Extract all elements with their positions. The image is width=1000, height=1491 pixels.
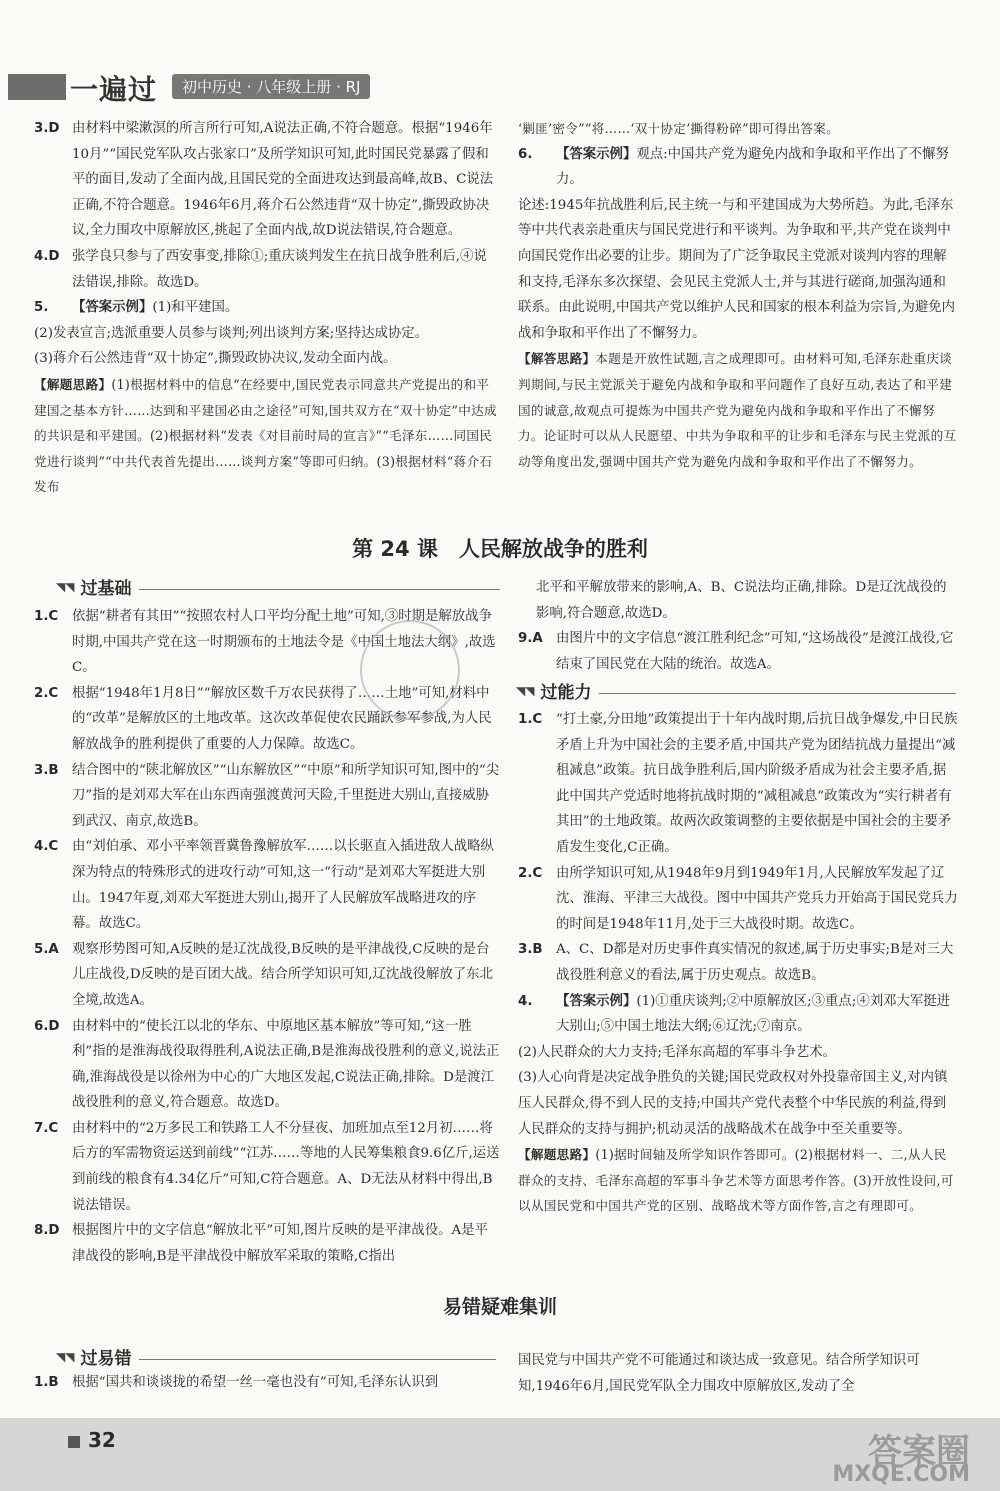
watermark-url: MXQE.COM <box>832 1462 970 1487</box>
answer-item <box>34 295 500 321</box>
question-number: 9.A <box>518 631 543 647</box>
question-number: 3.B <box>518 942 543 958</box>
top-right-column <box>518 116 958 474</box>
section-divider <box>139 589 500 590</box>
question-number: 3.D <box>34 121 60 136</box>
answer-text: 北平和平解放带来的影响,A、B、C说法均正确,排除。D是辽沈战役的影响,符合题意,故选D。 <box>536 580 947 621</box>
answer-item <box>34 116 500 244</box>
answer-text: 由材料中的“2万多民工和铁路工人不分昼夜、加班加点至12月初……将后方的军需物资运送到前线”“江苏……等地的人民筹集粮食9.6亿斤,运送到前线的粮食有4.34亿斤”可知,C符合题意。A、D无法从材料中得出,B说法错误。 <box>72 1120 500 1213</box>
answer-item <box>34 321 500 347</box>
answer-text: 论述:1945年抗战胜利后,民主统一与和平建国成为大势所趋。为此,毛泽东等中共代表亲赴重庆与国民党进行和平谈判。为争取和平,共产党在谈判中向国民党作出必要的让步。期间为了广泛争取民主党派对谈判内容的理解和支持,毛泽东多次探望、会见民主党派人士,并与其进行磋商,加强沟通和联系。由此说明,中国共产党以维护人民和国家的根本利益为宗旨,为避免内战和争取和平作出了不懈努力。 <box>518 197 956 341</box>
section-mark-icon: ◥◥ <box>516 683 535 698</box>
answer-text: 依据“耕者有其田”“按照农村人口平均分配土地”可知,③时期是解放战争时期,中国共产党在这一时期颁布的土地法令是《中国土地法大纲》,故选C。 <box>72 609 496 676</box>
ink-stamp <box>360 620 460 720</box>
section-ability-label: 过能力 <box>540 683 592 703</box>
answer-text: A、C、D都是对历史事件真实情况的叙述,属于历史事实;B是对三大战役胜利意义的看法,属于历史观点。故选B。 <box>556 942 954 983</box>
answer-example-tag: 【答案示例】 <box>556 146 637 162</box>
answer-item <box>518 626 958 677</box>
answer-item <box>34 937 500 1014</box>
answer-text: (2)人民群众的大力支持;毛泽东高超的军事斗争艺术。 <box>518 1044 837 1060</box>
answer-text: 根据图片中的文字信息“解放北平”可知,图片反映的是平津战役。A是平津战役的影响,B是平津战役中解放军采取的策略,C指出 <box>72 1223 488 1264</box>
answer-text: 观察形势图可知,A反映的是辽沈战役,B反映的是平津战役,C反映的是台儿庄战役,D反映的是百团大战。结合所学知识可知,辽沈战役解放了东北全境,故选A。 <box>72 941 493 1008</box>
answer-text: (1)据时间轴及所学知识作答即可。(2)根据材料一、二,从人民群众的支持、毛泽东高超的军事斗争艺术等方面思考作答。(3)开放性设问,可以从国民党和中国共产党的区别、战略战术等方面作答,言之有理即可。 <box>518 1147 954 1214</box>
answer-example-tag: 【答案示例】 <box>72 300 153 316</box>
question-number: 6. <box>518 146 533 162</box>
answer-item <box>518 861 958 938</box>
question-number: 7.C <box>34 1120 59 1136</box>
answer-text: (1)和平建国。 <box>152 300 239 316</box>
section-easy-label: 过易错 <box>80 1349 132 1369</box>
header-bar <box>8 74 66 100</box>
section-title: 易错疑难集训 <box>442 1296 557 1318</box>
answer-item <box>34 1116 500 1218</box>
bottom-right-column <box>518 1348 958 1399</box>
answer-text: (1)根据材料中的信息“在经要中,国民党表示同意共产党提出的和平建国之基本方针……达到和平建国必由之途径”可知,国共双方在“双十协定”中达成的共识是和平建国。(2)根据材料“发表《对目前时局的宣言》”“毛泽东……同国民党进行谈判”“中共代表首先提出……谈判方案”等即可归纳。(3)根据材料“蒋介石发布 <box>34 376 497 495</box>
page-number-mark <box>68 1436 80 1448</box>
answer-item <box>518 937 958 988</box>
answer-item <box>518 116 958 142</box>
question-number: 4.C <box>34 839 59 855</box>
top-left-column <box>34 116 500 500</box>
answer-text: ‘剿匪’密令”“将……‘双十协定’撕得粉碎”即可得出答案。 <box>518 121 840 136</box>
answer-item <box>518 142 958 193</box>
watermark-logo: 答案圈 <box>868 1432 970 1472</box>
answer-text: (3)人心向背是决定战争胜负的关键;国民党政权对外投靠帝国主义,对内镇压人民群众,得不到人民的支持;中国共产党代表整个中华民族的利益,得到人民群众的支持与拥护;机动灵活的战略战术在战争中至关重要等。 <box>518 1070 948 1137</box>
answer-item <box>34 1218 500 1269</box>
question-number: 3.B <box>34 762 59 778</box>
solution-tag: 【解题思路】 <box>34 376 112 392</box>
bottom-left-column <box>34 1370 500 1396</box>
answer-item <box>34 1370 500 1396</box>
answer-item <box>518 1142 958 1219</box>
answer-item <box>34 346 500 372</box>
question-number: 5.A <box>34 941 59 957</box>
answer-text: 由图片中的文字信息“渡江胜利纪念”可知,“这场战役”是渡江战役,它结束了国民党在大陆的统治。故选A。 <box>556 631 954 672</box>
question-number: 2.C <box>518 865 543 881</box>
section-mark-icon: ◥◥ <box>56 579 75 594</box>
answer-item <box>518 989 958 1040</box>
question-number: 4. <box>518 993 533 1009</box>
answer-item <box>34 834 500 936</box>
answer-item <box>34 758 500 835</box>
mid-right-column <box>518 575 958 677</box>
brand-logo: 一遍过 <box>70 73 158 106</box>
section-divider <box>599 693 956 694</box>
section-basic-label: 过基础 <box>80 579 132 599</box>
answer-item <box>518 575 958 626</box>
answer-item <box>518 346 958 474</box>
answer-text: 根据“1948年1月8日”“解放区数千万农民获得了……土地”可知,材料中的“改革”是解放区的土地改革。这次改革促使农民踊跃参军参战,为人民解放战争的胜利提供了重要的人力保障。故选C。 <box>72 685 492 752</box>
answer-text: 结合图中的“陕北解放区”“山东解放区”“中原”和所学知识可知,图中的“尖刀”指的是刘邓大军在山东西南强渡黄河天险,千里挺进大别山,直接威胁到武汉、南京,故选B。 <box>72 762 500 829</box>
lesson-title: 第 24 课 人民解放战争的胜利 <box>352 537 648 561</box>
answer-item <box>34 1014 500 1116</box>
answer-text: (3)蒋介石公然违背“双十协定”,撕毁政协决议,发动全面内战。 <box>34 351 397 367</box>
question-number: 1.B <box>34 1375 59 1390</box>
answer-example-tag: 【答案示例】 <box>556 993 637 1009</box>
section-easy <box>56 1344 496 1369</box>
question-number: 2.C <box>34 685 59 701</box>
answer-text: 由材料中的“使长江以北的华东、中原地区基本解放”等可知,“这一胜利”指的是淮海战役取得胜利,A说法正确,B是淮海战役胜利的意义,说法正确,淮海战役是以徐州为中心的广大地区发起,C说法正确,排除。D是渡江战役胜利的意义,符合题意。故选D。 <box>72 1018 500 1111</box>
answer-text: 国民党与中国共产党不可能通过和谈达成一致意见。结合所学知识可知,1946年6月,国民党军队全力围攻中原解放区,发动了全 <box>518 1353 920 1394</box>
answer-text: 张学良只参与了西安事变,排除①;重庆谈判发生在抗日战争胜利后,④说法错误,排除。故选D。 <box>72 248 487 290</box>
question-number: 1.C <box>34 609 59 624</box>
question-number: 6.D <box>34 1018 60 1034</box>
answer-item <box>34 372 500 500</box>
question-number: 5. <box>34 300 49 316</box>
answer-text: (1)①重庆谈判;②中原解放区;③重点;④刘邓大军挺进大别山;⑤中国土地法大纲;⑥辽沈;⑦南京。 <box>556 993 951 1035</box>
question-number: 4.D <box>34 248 60 264</box>
ability-column <box>518 707 958 1219</box>
section-basic <box>56 574 500 599</box>
solution-tag: 【解答思路】 <box>518 351 596 367</box>
book-subtitle: 初中历史 · 八年级上册 · RJ <box>172 74 370 99</box>
answer-item <box>518 1065 958 1142</box>
answer-text: 根据“国共和谈谈拢的希望一丝一毫也没有”可知,毛泽东认识到 <box>72 1375 439 1390</box>
section-ability <box>516 678 956 703</box>
answer-text: 由“刘伯承、邓小平率领晋冀鲁豫解放军……以长驱直入插进敌人战略纵深为特点的特殊形式的进攻行动”可知,这一“行动”是刘邓大军挺进大别山。1947年夏,刘邓大军挺进大别山,揭开了人民解放军战略进攻的序幕。故选C。 <box>72 839 494 932</box>
answer-text: “打土豪,分田地”政策提出于十年内战时期,后抗日战争爆发,中日民族矛盾上升为中国社会的主要矛盾,中国共产党为团结抗战力量提出“减租减息”政策。抗日战争胜利后,国内阶级矛盾成为社会主要矛盾,据此中国共产党适时地将抗战时期的“减租减息”政策改为“实行耕者有其田”的土地政策。故两次政策调整的主要依据是中国社会的主要矛盾发生变化,C正确。 <box>556 712 958 855</box>
section-mark-icon: ◥◥ <box>56 1349 75 1364</box>
section-divider <box>139 1359 496 1360</box>
answer-item <box>518 193 958 347</box>
page-footer <box>0 1418 1000 1491</box>
answer-text: 由材料中梁漱溟的所言所行可知,A说法正确,不符合题意。根据“1946年10月”“国民党军队攻占张家口”及所学知识可知,此时国民党暴露了假和平的面目,发动了全面内战,且国民党的全面进攻达到最高峰,故B、C说法正确,不符合题意。1946年6月,蒋介石公然违背“双十协定”,撕毁政协决议,全力围攻中原解放区,挑起了全面内战,故D说法错误,符合题意。 <box>72 121 494 239</box>
solution-tag: 【解题思路】 <box>518 1147 596 1163</box>
answer-item <box>518 1348 958 1399</box>
answer-text: 观点:中国共产党为避免内战和争取和平作出了不懈努力。 <box>556 146 949 188</box>
answer-item <box>518 707 958 861</box>
answer-item <box>34 244 500 295</box>
page-header <box>0 68 400 104</box>
answer-item <box>518 1040 958 1066</box>
question-number: 1.C <box>518 712 543 727</box>
page-number: 32 <box>88 1428 116 1452</box>
answer-text: 由所学知识可知,从1948年9月到1949年1月,人民解放军发起了辽沈、淮海、平津三大战役。图中中国共产党兵力开始高于国民党兵力的时间是1948年11月,处于三大战役时期。故选C。 <box>556 865 958 932</box>
question-number: 8.D <box>34 1223 60 1239</box>
answer-text: (2)发表宣言;选派重要人员参与谈判;列出谈判方案;坚持达成协定。 <box>34 325 429 341</box>
answer-text: 本题是开放性试题,言之成理即可。由材料可知,毛泽东赴重庆谈判期间,与民主党派关于避免内战和争取和平问题作了良好互动,表达了和平建国的诚意,故观点可提炼为中国共产党为避免内战和争取和平作出了不懈努力。论证时可以从人民愿望、中共为争取和平的让步和毛泽东与民主党派的互动等角度出发,强调中国共产党为避免内战和争取和平作出了不懈努力。 <box>518 351 957 469</box>
